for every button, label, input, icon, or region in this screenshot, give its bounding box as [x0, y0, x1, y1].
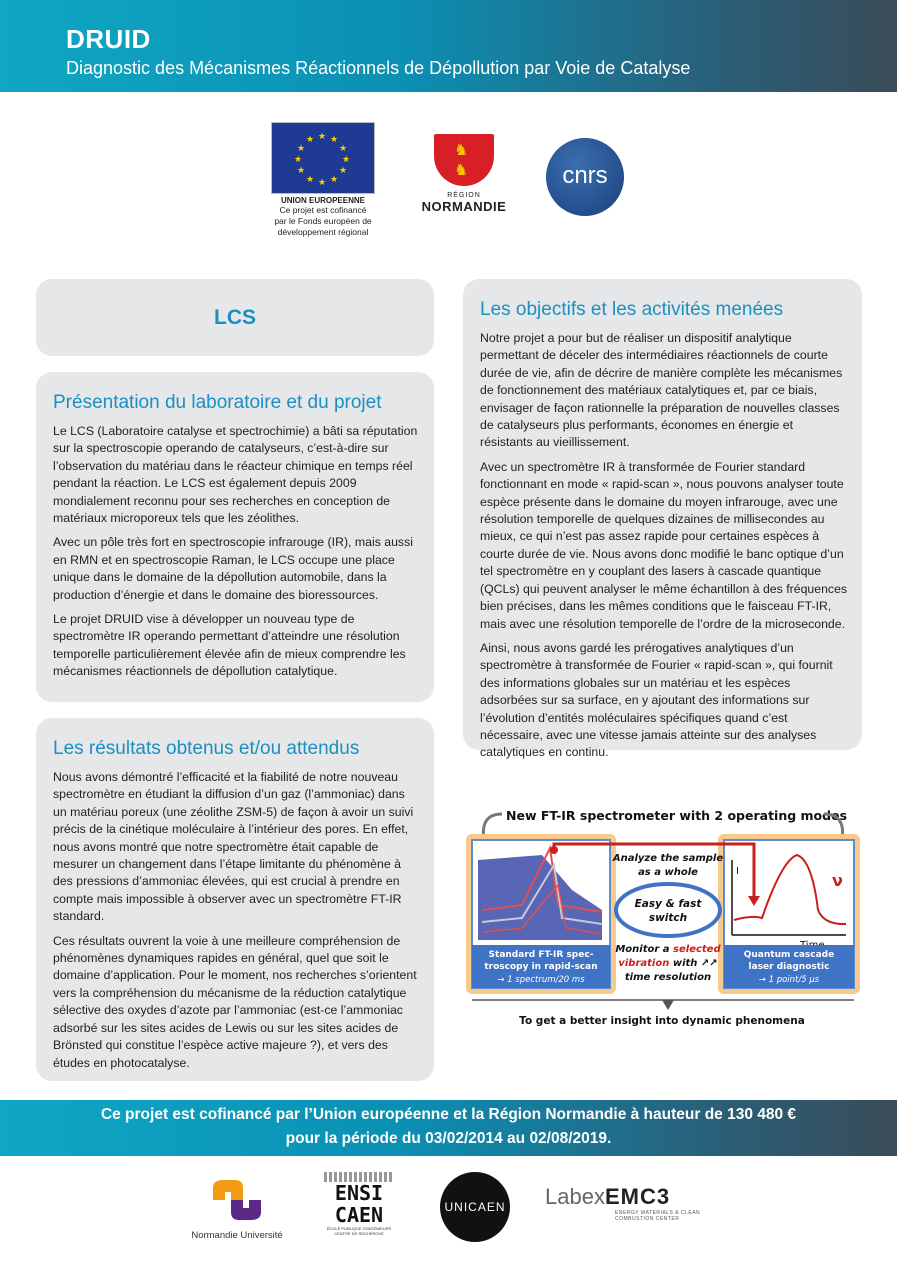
labex-name: EMC3: [604, 1184, 671, 1209]
page-subtitle: Diagnostic des Mécanismes Réactionnels de Dépollution par Voie de Catalyse: [66, 58, 691, 78]
eu-flag-icon: ★ ★ ★ ★ ★ ★ ★ ★ ★ ★ ★ ★: [271, 122, 375, 194]
objectives-card: [463, 279, 862, 760]
switch-line-1: Easy & fast: [634, 898, 702, 910]
funding-banner: [0, 1100, 897, 1156]
axis-i-label: I: [736, 866, 739, 877]
right-box-line-1: Quantum cascade: [743, 950, 835, 960]
ensicaen-logo: [324, 1172, 394, 1236]
monitor-selected: selected: [673, 944, 721, 955]
ensicaen-word-2: CAEN: [334, 1203, 384, 1227]
presentation-paragraph: Le projet DRUID vise à développer un nouveau type de spectromètre IR operando permettant d’atteindre une résolution temporelle particulièrement élevée afin de mieux comprendre les mécanismes réactionnels de dépollution catalytique.: [53, 612, 406, 679]
labex-prefix: Labex: [545, 1184, 605, 1209]
region-normandie-logo: [418, 134, 510, 214]
unicaen-logo: UNICAEN: [440, 1172, 510, 1242]
results-paragraph: Ces résultats ouvrent la voie à une meilleure compréhension de phénomènes dynamiques rapides en général, quel que soit le domaine d’application. Pour le moment, nos recherches s’orientent vers la compréhension du mécanisme de la réduction catalytique sélective des oxydes d’azote par l’ammoniac (est-ce l’ammoniac adsorbé sur les sites acides de Lewis ou sur les sites acides de Brönsted qui constitue l’espèce active majeure ?), et vers des études en photocatalyse.: [53, 933, 417, 1070]
spectrometer-diagram: [462, 800, 862, 1030]
ensicaen-sub: ÉCOLE PUBLIQUE D'INGÉNIEURS CENTRE DE RECHERCHE: [326, 1226, 392, 1236]
right-box-line-3: → 1 point/5 µs: [758, 975, 820, 985]
presentation-paragraph: Le LCS (Laboratoire catalyse et spectrochimie) a bâti sa réputation sur la spectroscopie operando de catalyseurs, c’est-à-dire sur l’observation du matériau dans le réacteur chimique en temps réel pendant la réaction. Le LCS est également depuis 2009 mondialement reconnu pour ses recherches en conception de matériaux microporeux tels que les zéolithes.: [53, 424, 418, 526]
eu-logo: [271, 122, 375, 238]
diagram-top-label: New FT-IR spectrometer with 2 operating modes: [506, 808, 848, 823]
objectives-heading: Les objectifs et les activités menées: [480, 299, 784, 320]
objectives-paragraph: Notre projet a pour but de réaliser un dispositif analytique permettant de déceler des intermédiaires réactionnels de courte durée de vie, afin de décrire de manière complète les mécanismes de fonctionnement des matériaux catalytiques et, par ce biais, envisager de façon rationnelle la préparation de nouvelles classes de catalyseurs plus performants, économes en énergie et résistants au vieillissement.: [480, 331, 843, 450]
results-paragraph: Nous avons démontré l’efficacité et la fiabilité de notre nouveau spectromètre en étudiant la diffusion d’un gaz (l’ammoniac) dans un matériau poreux (une zéolithe ZSM-5) de façon à avoir un suivi précis de la cinétique moléculaire à l’intérieur des pores. En effet, nous avons montré que notre spectromètre était capable de mesurer un changement dans l’étape limitante du phénomène à des pressions d’ammoniac élevées, qui est crucial à prendre en compte mais impossible à observer avec un spectromètre FT-IR standard.: [53, 770, 414, 924]
page-title: DRUID: [66, 24, 151, 54]
eu-text-2: par le Fonds européen de: [274, 216, 372, 226]
objectives-paragraph: Ainsi, nous avons gardé les prérogatives analytiques d’un spectromètre à transformée de Fourier « rapid-scan », qui fournit des informations globales sur un matériau et les espèces adsorbées sur sa surface, en y ajoutant des informations sur l’évolution d’entités moléculaires spécifiques quand c’est nécessaire, avec une vitesse jamais atteinte sur des analyses catalytiques en continu.: [480, 640, 833, 760]
region-label: RÉGION: [447, 192, 481, 199]
monitor-text-4: time resolution: [624, 972, 712, 983]
lcs-title: LCS: [214, 306, 256, 329]
normandie-shield-icon: ♞ ♞: [434, 134, 494, 186]
left-box-line-2: troscopy in rapid-scan: [484, 962, 598, 972]
results-heading: Les résultats obtenus et/ou attendus: [53, 738, 360, 759]
labex-emc3-logo: [545, 1184, 715, 1222]
presentation-heading: Présentation du laboratoire et du projet: [53, 392, 382, 413]
normandie-universite-logo: [182, 1178, 292, 1241]
monitor-text-3: with ↗↗: [669, 958, 718, 969]
diagram-bottom-label: To get a better insight into dynamic phenomena: [519, 1015, 805, 1027]
nu-label: ν: [832, 871, 843, 890]
switch-ellipse-icon: [616, 884, 720, 936]
presentation-paragraph: Avec un pôle très fort en spectroscopie infrarouge (IR), mais aussi en RMN et en spectroscopie Raman, le LCS occupe une place unique dans le domaine de la dépollution automobile, dans la production d’énergie et dans le domaine des bioressources.: [53, 535, 413, 602]
monitor-vibration: vibration: [618, 958, 670, 969]
top-logos: [0, 118, 897, 248]
svg-text:Monitor a selected: [615, 944, 721, 955]
eu-title: UNION EUROPEENNE: [280, 196, 365, 205]
ensicaen-word-1: ENSI: [334, 1181, 384, 1205]
bottom-logos: [0, 1170, 897, 1260]
analyze-line-2: as a whole: [638, 867, 698, 878]
eu-text-1: Ce projet est cofinancé: [279, 205, 367, 215]
right-box-line-2: laser diagnostic: [748, 962, 830, 972]
funding-line-1: Ce projet est cofinancé par l’Union européenne et la Région Normandie à hauteur de 130 480 €: [100, 1106, 797, 1123]
eu-text-3: développement régional: [277, 227, 369, 237]
lcs-card: [36, 279, 434, 356]
cnrs-logo: cnrs: [546, 138, 624, 216]
results-card: [36, 718, 434, 1081]
analyze-line-1: Analyze the sample: [612, 853, 724, 864]
funding-line-2: pour la période du 03/02/2014 au 02/08/2019.: [285, 1130, 612, 1147]
left-box-line-1: Standard FT-IR spec-: [488, 950, 594, 960]
presentation-card: [36, 372, 434, 702]
normandie-universite-mark-icon: [207, 1178, 267, 1222]
left-box-line-3: → 1 spectrum/20 ms: [497, 975, 585, 985]
normandie-universite-label: Normandie Université: [191, 1230, 283, 1241]
normandie-label: NORMANDIE: [421, 199, 507, 214]
header-banner: [0, 0, 897, 92]
switch-line-2: switch: [648, 912, 688, 924]
labex-sub: ENERGY MATERIALS & CLEAN COMBUSTION CENTER: [615, 1210, 701, 1222]
svg-text:vibration with ↗↗: [618, 958, 717, 969]
objectives-paragraph: Avec un spectromètre IR à transformée de Fourier standard fonctionnant en mode « rapid-scan », nous pouvons analyser toute espèce présente dans le domaine du moyen infrarouge, avec une résolution temporelle de quelques dizaines de millisecondes au mieux, ce qui n’est pas assez rapide pour certaines espèces à courte durée de vie. Nous avons donc modifié le banc optique d’un tel spectromètre en y couplant des lasers à cascade quantique (QCLs) qui peuvent analyser le même échantillon à des fréquences bien précises, dans les mêmes conditions que le faisceau FT-IR, mais avec une résolution temporelle de l’ordre de la microseconde.: [480, 459, 848, 631]
monitor-text-1: Monitor a: [615, 944, 674, 955]
